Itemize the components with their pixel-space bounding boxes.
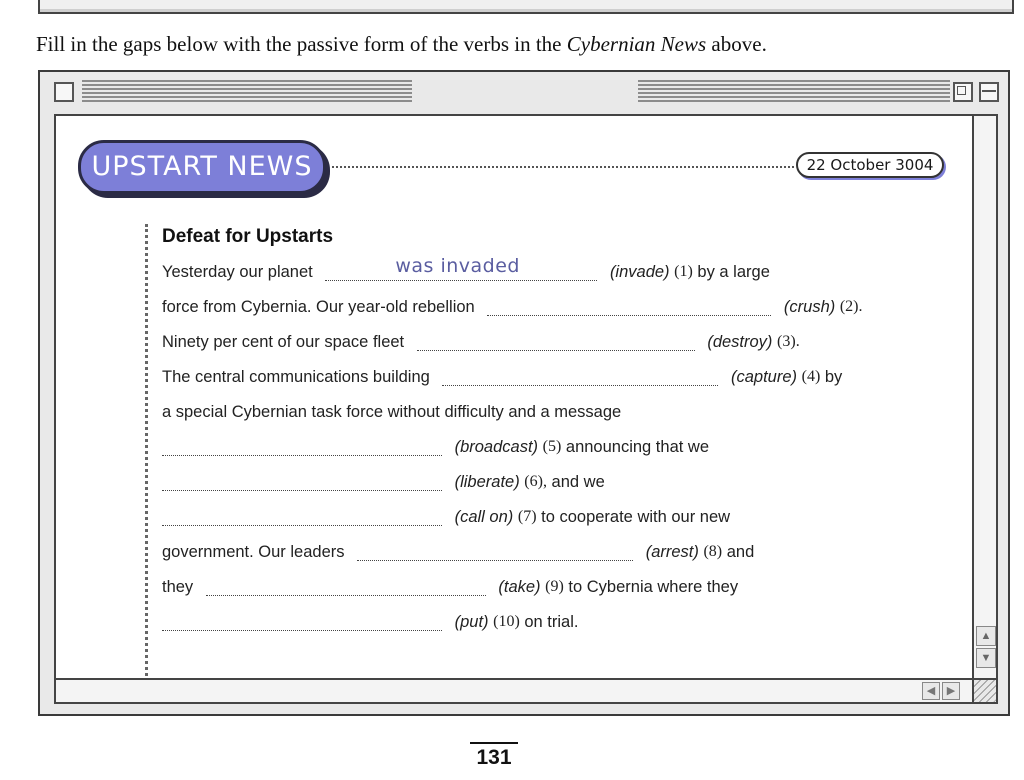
answer-gap-5[interactable] <box>162 437 442 456</box>
line-text: announcing that we <box>565 437 710 456</box>
article-line-2 <box>162 291 863 321</box>
line-text: Yesterday our planet <box>162 262 313 281</box>
gap-number: (8) <box>703 542 723 560</box>
scroll-up-arrow-icon[interactable]: ▲ <box>976 626 996 646</box>
titlebar-stripes-right <box>638 80 950 102</box>
dotted-margin-rule <box>145 224 148 676</box>
line-text: Ninety per cent of our space fleet <box>162 332 405 351</box>
horizontal-scrollbar[interactable] <box>54 680 974 704</box>
line-text: to cooperate with our new <box>541 507 731 526</box>
line-text: by <box>824 367 843 386</box>
line-text: government. Our leaders <box>162 542 345 561</box>
scroll-left-arrow-icon[interactable]: ◀ <box>922 682 940 700</box>
answer-gap-3[interactable] <box>417 332 695 351</box>
article-line-8 <box>162 501 730 531</box>
verb-hint: (capture) <box>731 367 798 386</box>
gap-number: (2). <box>839 297 863 315</box>
gap-number: (5) <box>542 437 562 455</box>
gap-number: (10) <box>493 612 520 630</box>
verb-hint: (liberate) <box>454 472 520 491</box>
handwritten-answer: was invaded <box>395 255 520 278</box>
article-line-5 <box>162 396 621 426</box>
verb-hint: (take) <box>498 577 541 596</box>
line-text: by a large <box>697 262 770 281</box>
article-line-9 <box>162 536 754 566</box>
answer-gap-2[interactable] <box>487 297 771 316</box>
line-text: and we <box>551 472 605 491</box>
close-box-icon[interactable] <box>54 82 74 102</box>
answer-gap-8[interactable] <box>357 542 633 561</box>
gap-number: (7) <box>517 507 537 525</box>
answer-gap-10[interactable] <box>162 612 442 631</box>
article-line-11 <box>162 606 578 636</box>
instruction-after: above. <box>706 32 767 56</box>
answer-gap-4[interactable] <box>442 367 718 386</box>
line-text: to Cybernia where they <box>568 577 739 596</box>
instruction-before: Fill in the gaps below with the passive form of the verbs in the <box>36 32 567 56</box>
gap-number: (9) <box>545 577 564 595</box>
line-text: force from Cybernia. Our year-old rebellion <box>162 297 475 316</box>
line-text: and <box>726 542 755 561</box>
verb-hint: (broadcast) <box>454 437 539 456</box>
line-text: on trial. <box>524 612 579 631</box>
line-text: The central communications building <box>162 367 430 386</box>
article-line-3 <box>162 326 800 356</box>
vertical-scrollbar[interactable] <box>974 114 998 680</box>
line-text: they <box>162 577 194 596</box>
answer-gap-6[interactable] <box>162 472 442 491</box>
article-line-6 <box>162 431 709 461</box>
gap-number: (3). <box>777 332 800 350</box>
verb-hint: (arrest) <box>645 542 699 561</box>
verb-hint: (invade) <box>609 262 670 281</box>
scroll-down-arrow-icon[interactable]: ▼ <box>976 648 996 668</box>
instruction-text <box>36 32 1006 57</box>
newspaper-window <box>38 70 1010 716</box>
scroll-right-arrow-icon[interactable]: ▶ <box>942 682 960 700</box>
previous-window-edge <box>38 0 1014 14</box>
verb-hint: (put) <box>454 612 489 631</box>
window-content <box>54 114 974 680</box>
answer-gap-9[interactable] <box>206 577 486 596</box>
answer-gap-1[interactable] <box>325 255 597 281</box>
verb-hint: (crush) <box>783 297 836 316</box>
titlebar-stripes-left <box>82 80 412 102</box>
instruction-emphasis: Cybernian News <box>566 32 707 56</box>
article-line-10 <box>162 571 738 601</box>
collapse-box-icon[interactable] <box>979 82 999 102</box>
gap-number: (6), <box>524 472 547 490</box>
verb-hint: (call on) <box>454 507 514 526</box>
answer-gap-7[interactable] <box>162 507 442 526</box>
newspaper-date: 22 October 3004 <box>796 152 944 178</box>
gap-number: (4) <box>801 367 821 385</box>
gap-number: (1) <box>674 262 693 280</box>
newspaper-banner: UPSTART NEWS <box>78 140 326 194</box>
line-text: a special Cybernian task force without difficulty and a message <box>162 402 622 421</box>
window-titlebar[interactable] <box>40 72 1008 112</box>
zoom-box-icon[interactable] <box>953 82 973 102</box>
article-line-4 <box>162 361 842 391</box>
page-number: 131 <box>470 742 518 770</box>
header-dotted-rule <box>332 166 794 168</box>
article-line-7 <box>162 466 605 496</box>
verb-hint: (destroy) <box>707 332 773 351</box>
article-line-1 <box>162 256 770 286</box>
resize-grip-icon[interactable] <box>974 680 998 704</box>
article-headline: Defeat for Upstarts <box>162 226 334 247</box>
